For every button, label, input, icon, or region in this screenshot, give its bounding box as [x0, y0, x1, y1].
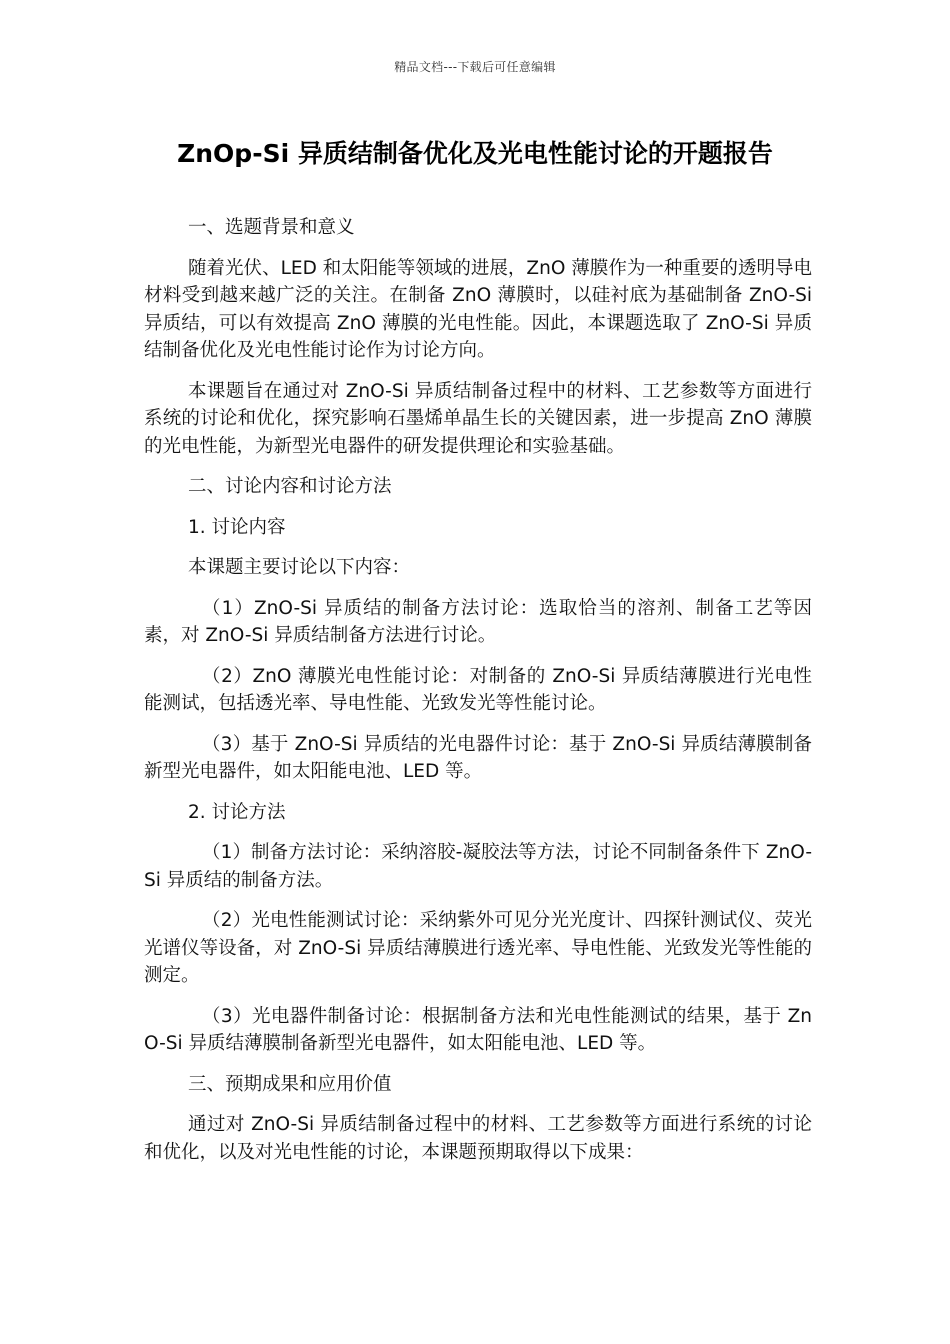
header-note: 精品文档---下载后可任意编辑: [394, 60, 556, 74]
content-item-2: （2）ZnO 薄膜光电性能讨论：对制备的 ZnO-Si 异质结薄膜进行光电性能测试，包括透光率、导电性能、光致发光等性能讨论。: [144, 665, 812, 714]
section-heading-content-method: 二、讨论内容和讨论方法: [188, 476, 392, 497]
section-heading-outcomes: 三、预期成果和应用价值: [188, 1073, 392, 1095]
method-item-1: （1）制备方法讨论：采纳溶胶-凝胶法等方法，讨论不同制备条件下 ZnO-Si 异质结的制备方法。: [144, 842, 812, 891]
paragraph-outcomes: 通过对 ZnO-Si 异质结制备过程中的材料、工艺参数等方面进行系统的讨论和优化，以及对光电性能的讨论，本课题预期取得以下成果：: [144, 1114, 812, 1163]
paragraph-background-1: 随着光伏、LED 和太阳能等领域的进展，ZnO 薄膜作为一种重要的透明导电材料受到越来越广泛的关注。在制备 ZnO 薄膜时，以硅衬底为基础制备 ZnO-Si 异质结，可以有效提高 ZnO 薄膜的光电性能。因此，本课题选取了 ZnO-Si 异质结制备优化及光电性能讨论作为讨论方向。: [144, 257, 812, 361]
subheading-method: 2. 讨论方法: [188, 801, 286, 823]
document-body: [144, 214, 812, 1179]
method-item-3: （3）光电器件制备讨论：根据制备方法和光电性能测试的结果，基于 ZnO-Si 异质结薄膜制备新型光电器件，如太阳能电池、LED 等。: [144, 1005, 812, 1054]
content-item-3: （3）基于 ZnO-Si 异质结的光电器件讨论：基于 ZnO-Si 异质结薄膜制备新型光电器件，如太阳能电池、LED 等。: [144, 733, 812, 782]
content-item-1: （1）ZnO-Si 异质结的制备方法讨论：选取恰当的溶剂、制备工艺等因素，对 ZnO-Si 异质结制备方法进行讨论。: [144, 597, 812, 646]
document-title: ZnOp-Si 异质结制备优化及光电性能讨论的开题报告: [177, 139, 773, 168]
content-intro: 本课题主要讨论以下内容：: [188, 557, 411, 578]
paragraph-background-2: 本课题旨在通过对 ZnO-Si 异质结制备过程中的材料、工艺参数等方面进行系统的讨论和优化，探究影响石墨烯单晶生长的关键因素，进一步提高 ZnO 薄膜的光电性能，为新型光电器件的研发提供理论和实验基础。: [144, 380, 812, 457]
method-item-2: （2）光电性能测试讨论：采纳紫外可见分光光度计、四探针测试仪、荧光光谱仪等设备，对 ZnO-Si 异质结薄膜进行透光率、导电性能、光致发光等性能的测定。: [144, 910, 812, 986]
subheading-content: 1. 讨论内容: [188, 516, 286, 538]
section-heading-background: 一、选题背景和意义: [188, 217, 355, 238]
